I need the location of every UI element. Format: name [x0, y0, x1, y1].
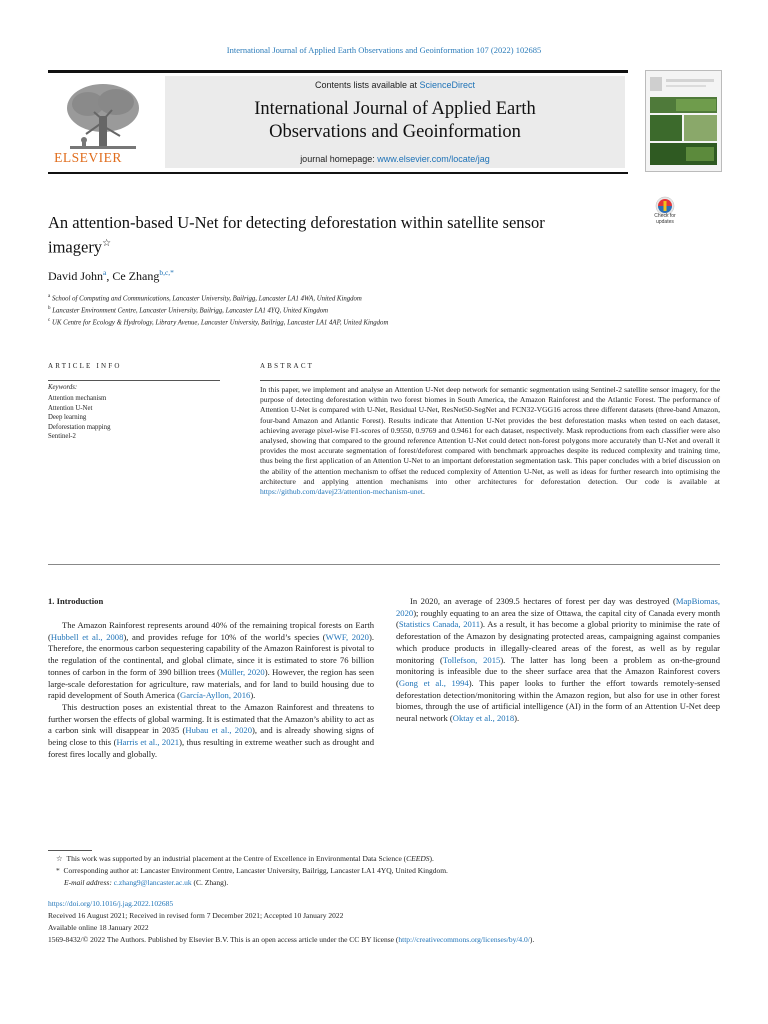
article-title-text: An attention-based U-Net for detecting deforestation within satellite sensor imagery [48, 213, 545, 257]
affiliation-mark: c [48, 318, 51, 323]
contents-prefix: Contents lists available at [314, 80, 420, 90]
body-text: ), and is already showing signs of being close to this ( [48, 725, 374, 748]
email-label: E-mail address: [64, 878, 114, 887]
affiliation [48, 306, 328, 314]
citation-link[interactable]: Harris et al., 2021 [116, 737, 180, 748]
online-date: Available online 18 January 2022 [48, 923, 149, 932]
title-footnote-star[interactable]: ☆ [102, 238, 112, 249]
keywords-label: Keywords: [48, 384, 78, 391]
code-repository-link[interactable]: https://github.com/davej23/attention-mechanism-unet [260, 487, 424, 497]
contents-availability [165, 80, 625, 90]
affiliation [48, 318, 388, 326]
journal-reference: International Journal of Applied Earth Observations and Geoinformation 107 (2022) 102685 [226, 45, 542, 55]
keyword: Deep learning [48, 414, 87, 421]
keyword: Attention U-Net [48, 404, 93, 412]
abstract-body [260, 385, 720, 497]
footnote-mark: * [56, 866, 60, 875]
homepage-link[interactable]: www.elsevier.com/locate/jag [377, 154, 490, 164]
body-text: ). The latter has long been a problem as on-the-ground monitoring is infeasible due to the sheer surface area that the Amazon Rainforest covers ( [396, 654, 720, 688]
author-list [48, 268, 174, 284]
abstract-end: . [423, 487, 425, 497]
citation-link[interactable]: Statistics Canada, 2011 [398, 619, 481, 630]
body-column-left [48, 620, 374, 760]
received-dates: Received 16 August 2021; Received in revised form 7 December 2021; Accepted 10 January 2022 [48, 911, 344, 920]
license-text: 1569-8432/© 2022 The Authors. Published by Elsevier B.V. This is an open access article under the CC BY license ( [48, 935, 399, 944]
journal-title [165, 98, 625, 144]
citation-link[interactable]: Gong et al., 1994 [398, 677, 469, 688]
author-affiliation-mark: b,c,* [159, 268, 174, 277]
journal-cover-thumbnail[interactable] [645, 70, 722, 172]
footnote-end: ). [429, 854, 434, 863]
citation-link[interactable]: Oktay et al., 2018 [452, 713, 515, 724]
abstract-text: In this paper, we implement and analyse an Attention U-Net deep network for semantic segmentation using Sentinel-2 satellite sensor imagery, for the purpose of detecting deforestation within two forest biomes in South America, the Amazon Rainforest and the Atlantic Forest. The performance of Attention U-Net is compared with U-Net, Residual U-Net, ResNet50-SegNet and FCN32-VGG16 across three different datasets (three-band Amazon, four-band Amazon and Atlantic Forest). Results indicate that Attention U-Net provides the best deforestation masks when tested on each dataset, achieving average pixel-wise F1-scores of 0.9550, 0.9769 and 0.9461 for each dataset, respectively. Mask reproductions from each classifier were also analysed, showing that compared to the ground reference Attention U-Net could detect non-forest polygons more accurately than U-Net and overall it provides the most accurate segmentation of forest/deforest compared with benchmark approaches despite its reduced complexity and training time, thus being the first application of an Attention U-Net to an important deforestation segmentation task. This paper concludes with a brief discussion on the ability of the attention mechanism to offset the reduced complexity of Attention U-Net, as well as ideas for further research into optimising the architecture and applying attention mechanisms into other architectures for deforestation detection. Our code is available at [260, 385, 720, 486]
body-text: ). [250, 690, 256, 701]
footnote-rule [48, 850, 92, 851]
body-text: ). However, the region has seen large-scale deforestation for agriculture, raw materials, and for land to build housing due to rapid development of South America ( [48, 666, 374, 701]
footnotes [48, 853, 720, 889]
abstract-bottom-rule [48, 564, 720, 565]
keyword: Attention mechanism [48, 395, 107, 402]
body-text: This destruction poses an existential threat to the Amazon Rainforest and threatens to further worsen the effects of global warming. It is estimated that the Amazon’s ability to act as a carbon sink will disappear in 2035 ( [48, 701, 374, 736]
body-column-right [396, 596, 720, 725]
body-text: ). Therefore, the enormous carbon sequestering capability of the Amazon Rainforest is pivotal to the regulation of the continental, and global climate, since it is estimated to store 76 billion tonnes of carbon in the form of 390 billion trees ( [48, 631, 374, 677]
body-paragraph [48, 702, 374, 761]
elsevier-logo-text: ELSEVIER [54, 150, 122, 165]
author-affiliation-mark: a [103, 268, 107, 277]
footnote-mark: ☆ [56, 854, 63, 863]
journal-title-line-1: International Journal of Applied Earth [254, 99, 536, 119]
body-text: The Amazon Rainforest represents around 40% of the remaining tropical forests on Earth ( [48, 620, 374, 642]
journal-title-line-2: Observations and Geoinformation [269, 122, 521, 142]
footnote-funding [48, 853, 720, 865]
footnote-italic: CEEDS [406, 854, 430, 863]
body-text: ), and provides refuge for 10% of the world’s species ( [123, 631, 326, 642]
body-text: ). This paper looks to further the effort towards remotely-sensed deforestation detection/monitoring within the Amazon region, but also for use in other forest biomes, through the use of artificial intelligence (AI) in the form of an Attention U-Net deep neural network ( [396, 677, 720, 724]
email-name: (C. Zhang). [191, 878, 229, 887]
citation-link[interactable]: Hubbell et al., 2008 [50, 631, 124, 642]
section-heading-introduction: 1. Introduction [48, 596, 104, 606]
keyword: Deforestation mapping [48, 423, 111, 431]
header-bottom-rule [48, 172, 628, 174]
affiliation [48, 294, 362, 302]
keyword: Sentinel-2 [48, 433, 76, 440]
affiliation-text: School of Computing and Communications, Lancaster University, Bailrigg, Lancaster LA1 4WA, United Kingdom [51, 295, 362, 303]
article-info-rule [48, 380, 220, 381]
body-text: ). [514, 713, 520, 724]
body-text: ). As a result, it has become a global priority to minimise the rate of deforestation of the Amazon by designating protected areas, campaigning against companies which produce products in illegally-cleared areas of the forest, as well as by regular monitoring ( [396, 619, 720, 665]
citation-link[interactable]: Hubau et al., 2020 [185, 725, 252, 736]
article-metadata [48, 898, 728, 946]
citation-link[interactable]: Müller, 2020 [219, 666, 265, 677]
sciencedirect-link[interactable]: ScienceDirect [419, 80, 476, 90]
body-text: ); roughly equating to an area the size of Ottawa, the capital city of Canada every month ( [396, 607, 720, 630]
body-text: In 2020, an average of 2309.5 hectares of forest per day was destroyed ( [410, 596, 676, 606]
author-name[interactable]: David John [48, 269, 103, 283]
license-line [48, 934, 728, 946]
footnote-corresponding [48, 865, 720, 877]
citation-link[interactable]: WWF, 2020 [325, 631, 369, 642]
citation-link[interactable]: MapBiomas, 2020 [396, 596, 720, 618]
affiliation-text: UK Centre for Ecology & Hydrology, Library Avenue, Lancaster University, Bailrigg, Lancaster LA1 4AP, United Kingdom [51, 319, 389, 327]
affiliation-text: Lancaster Environment Centre, Lancaster University, Bailrigg, Lancaster LA1 4YQ, United Kingdom [52, 307, 329, 315]
license-link[interactable]: http://creativecommons.org/licenses/by/4.0/ [398, 935, 530, 944]
keywords-list [48, 394, 110, 442]
citation-link[interactable]: Tollefson, 2015 [442, 654, 501, 665]
header-top-rule [48, 70, 628, 73]
body-text: ), thus resulting in extreme weather such as drought and forest fires locally and globally. [48, 737, 374, 759]
footnote-email [48, 877, 720, 889]
affiliation-mark: b [48, 306, 51, 311]
body-paragraph [396, 596, 720, 725]
homepage-prefix: journal homepage: [300, 154, 378, 164]
abstract-rule [260, 380, 720, 381]
author-separator: , [106, 269, 113, 283]
footnote-text: Corresponding author at: Lancaster Environment Centre, Lancaster University, Bailrigg, Lancaster LA1 4YQ, United Kingdom. [63, 866, 448, 875]
doi-link[interactable]: https://doi.org/10.1016/j.jag.2022.102685 [48, 899, 174, 908]
citation-link[interactable]: García-Ayllon, 2016 [179, 690, 251, 701]
abstract-heading: ABSTRACT [260, 362, 315, 370]
footnote-text: This work was supported by an industrial placement at the Centre of Excellence in Environmental Data Science ( [66, 854, 407, 863]
article-info-heading: ARTICLE INFO [48, 362, 122, 370]
affiliation-mark: a [48, 294, 51, 299]
article-title [48, 212, 608, 258]
check-for-updates-label: Check for updates [654, 213, 676, 225]
body-paragraph [48, 620, 374, 702]
author-name[interactable]: Ce Zhang [112, 269, 160, 283]
journal-homepage [165, 154, 625, 164]
license-end: ). [529, 935, 535, 944]
email-link[interactable]: c.zhang9@lancaster.ac.uk [113, 878, 192, 887]
